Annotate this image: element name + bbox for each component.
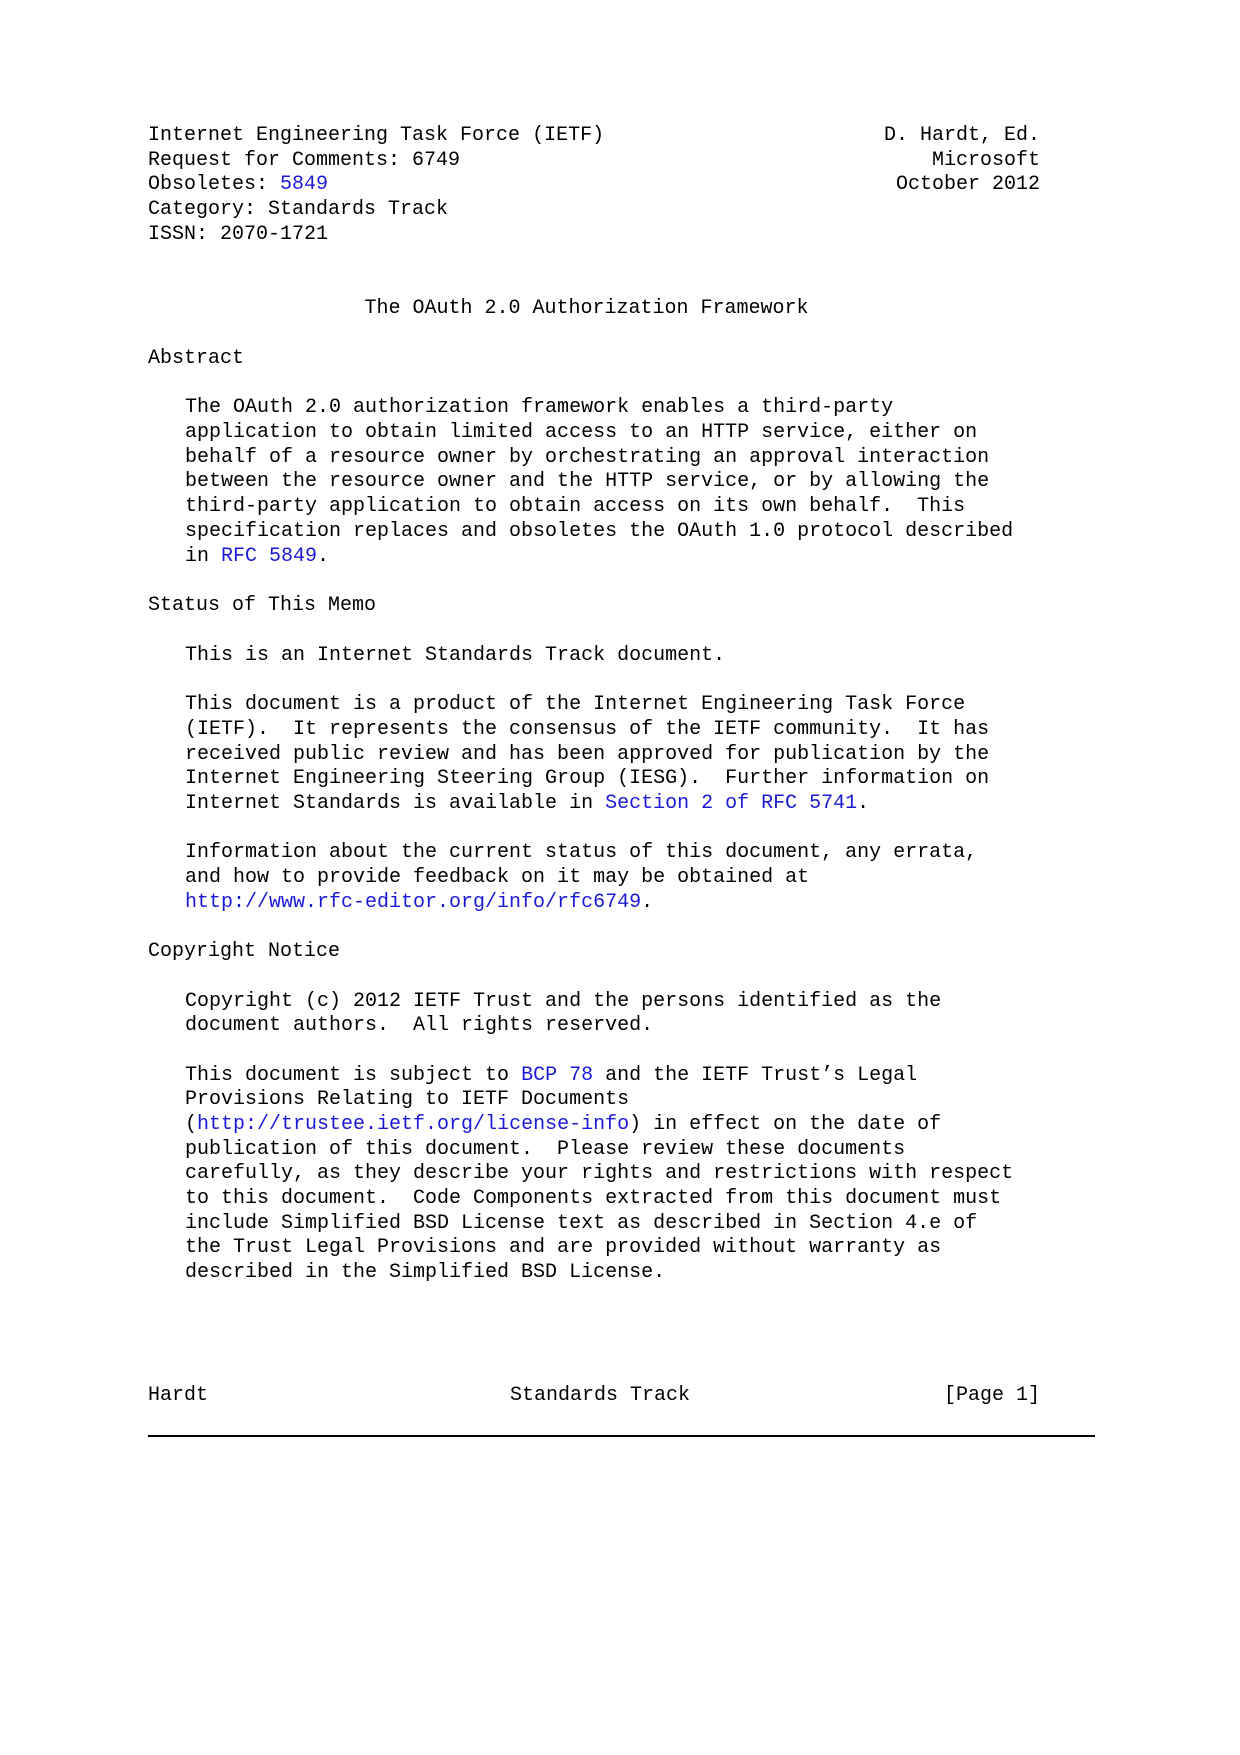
- footer-author: Hardt: [148, 1384, 209, 1407]
- status-heading: Status of This Memo: [148, 594, 377, 617]
- footer-page-number: [Page 1]: [943, 1384, 1040, 1407]
- rfc-editor-info-link[interactable]: http://www.rfc-editor.org/info/rfc6749: [185, 891, 642, 914]
- copyright-para2-line: carefully, as they describe your rights and restrictions with respect: [185, 1162, 1014, 1185]
- abstract-heading: Abstract: [148, 347, 245, 370]
- copyright-para2-line2: Provisions Relating to IETF Documents: [185, 1088, 630, 1111]
- copyright-para2-line: to this document. Code Components extracted from this document must: [185, 1187, 1002, 1210]
- footer-category: Standards Track: [509, 1384, 691, 1407]
- status-para3-link-line: [185, 891, 653, 916]
- copyright-para2-l3-prefix: (: [185, 1113, 198, 1136]
- abstract-last-line: [185, 545, 329, 570]
- abstract-line: between the resource owner and the HTTP service, or by allowing the: [185, 470, 990, 493]
- bcp78-link[interactable]: BCP 78: [521, 1064, 594, 1087]
- header-date: October 2012: [895, 173, 1040, 196]
- abstract-line: behalf of a resource owner by orchestrating an approval interaction: [185, 446, 990, 469]
- header-category: Category: Standards Track: [148, 198, 449, 221]
- copyright-para1-line: document authors. All rights reserved.: [185, 1014, 654, 1037]
- obsoletes-link[interactable]: 5849: [280, 173, 329, 196]
- abstract-line: third-party application to obtain access on its own behalf. This: [185, 495, 966, 518]
- header-issn: ISSN: 2070-1721: [148, 223, 329, 246]
- status-para2-last-line: [185, 792, 869, 817]
- status-para3-line: and how to provide feedback on it may be obtained at: [185, 866, 810, 889]
- abstract-line: specification replaces and obsoletes the OAuth 1.0 protocol described: [185, 520, 1014, 543]
- abstract-last-suffix: .: [317, 545, 330, 568]
- copyright-heading: Copyright Notice: [148, 940, 341, 963]
- header-author: D. Hardt, Ed.: [883, 124, 1040, 147]
- copyright-para1-line: Copyright (c) 2012 IETF Trust and the persons identified as the: [185, 990, 942, 1013]
- copyright-para2-line1: [185, 1064, 917, 1089]
- document-title: The OAuth 2.0 Authorization Framework: [364, 297, 809, 320]
- abstract-last-prefix: in: [185, 545, 222, 568]
- status-para2-line: (IETF). It represents the consensus of the IETF community. It has: [185, 718, 990, 741]
- copyright-para2-l1-suffix: and the IETF Trust’s Legal: [593, 1064, 918, 1087]
- status-para2-last-suffix: .: [857, 792, 870, 815]
- copyright-para2-line: the Trust Legal Provisions and are provided without warranty as: [185, 1236, 942, 1259]
- copyright-para2-line: described in the Simplified BSD License.: [185, 1261, 666, 1284]
- copyright-para2-line: publication of this document. Please review these documents: [185, 1138, 906, 1161]
- status-para2-line: Internet Engineering Steering Group (IESG). Further information on: [185, 767, 990, 790]
- rfc5849-link[interactable]: RFC 5849: [221, 545, 318, 568]
- page-divider: [148, 1435, 1095, 1437]
- header-rfc-number: Request for Comments: 6749: [148, 149, 461, 172]
- status-para1: This is an Internet Standards Track document.: [185, 644, 726, 667]
- status-para3-suffix: .: [641, 891, 654, 914]
- obsoletes-label: Obsoletes:: [148, 173, 281, 196]
- status-para2-last-prefix: Internet Standards is available in: [185, 792, 606, 815]
- trustee-license-info-link[interactable]: http://trustee.ietf.org/license-info: [197, 1113, 630, 1136]
- status-para3-line: Information about the current status of this document, any errata,: [185, 841, 978, 864]
- header-org: Internet Engineering Task Force (IETF): [148, 124, 605, 147]
- abstract-line: application to obtain limited access to an HTTP service, either on: [185, 421, 978, 444]
- abstract-line: The OAuth 2.0 authorization framework enables a third-party: [185, 396, 894, 419]
- copyright-para2-line: include Simplified BSD License text as described in Section 4.e of: [185, 1212, 978, 1235]
- copyright-para2-l1-prefix: This document is subject to: [185, 1064, 522, 1087]
- copyright-para2-l3-suffix: ) in effect on the date of: [629, 1113, 942, 1136]
- status-para2-line: received public review and has been approved for publication by the: [185, 743, 990, 766]
- header-obsoletes: [148, 173, 328, 198]
- rfc5741-section-link[interactable]: Section 2 of RFC 5741: [605, 792, 858, 815]
- status-para2-line: This document is a product of the Internet Engineering Task Force: [185, 693, 966, 716]
- copyright-para2-line3: [185, 1113, 941, 1138]
- header-company: Microsoft: [931, 149, 1040, 172]
